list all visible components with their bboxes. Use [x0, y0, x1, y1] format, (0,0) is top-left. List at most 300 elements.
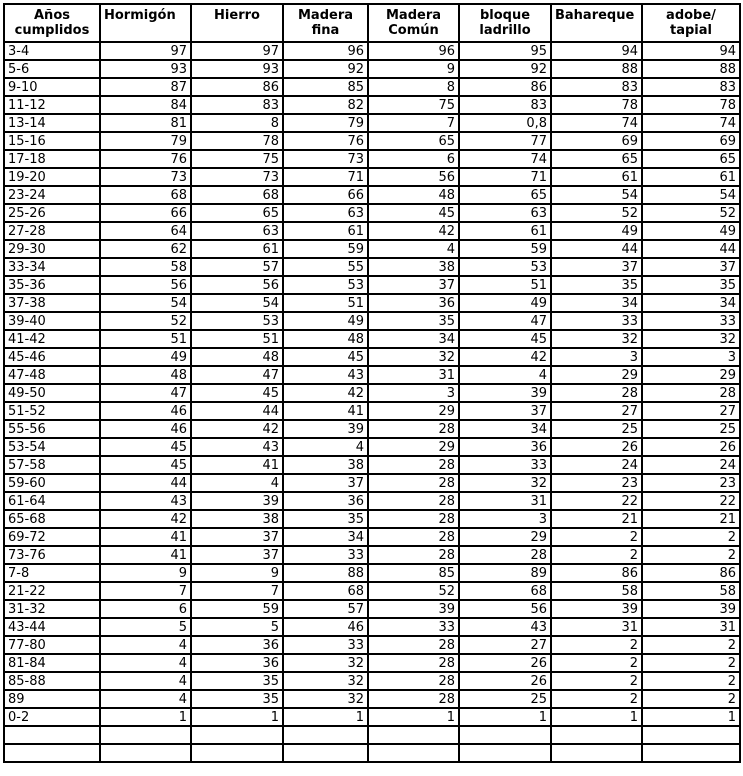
value-cell: 22	[551, 492, 642, 510]
value-cell: 54	[551, 186, 642, 204]
value-cell: 73	[191, 168, 283, 186]
table-row	[4, 438, 740, 456]
value-cell: 68	[459, 582, 551, 600]
value-cell: 71	[459, 168, 551, 186]
value-cell: 65	[191, 204, 283, 222]
value-cell: 36	[459, 438, 551, 456]
age-range-cell: 45-46	[4, 348, 100, 366]
value-cell: 28	[459, 546, 551, 564]
value-cell	[368, 726, 459, 744]
table-row	[4, 132, 740, 150]
value-cell: 65	[551, 150, 642, 168]
value-cell	[100, 744, 191, 762]
value-cell: 2	[642, 672, 740, 690]
value-cell: 3	[551, 348, 642, 366]
value-cell: 73	[100, 168, 191, 186]
value-cell: 86	[642, 564, 740, 582]
value-cell	[642, 726, 740, 744]
value-cell: 59	[459, 240, 551, 258]
value-cell: 84	[100, 96, 191, 114]
age-range-cell: 65-68	[4, 510, 100, 528]
value-cell: 52	[368, 582, 459, 600]
value-cell: 51	[283, 294, 368, 312]
value-cell: 32	[551, 330, 642, 348]
value-cell: 52	[642, 204, 740, 222]
value-cell: 63	[283, 204, 368, 222]
table-row	[4, 726, 740, 744]
value-cell: 65	[459, 186, 551, 204]
value-cell: 51	[459, 276, 551, 294]
header-cell-anos-cumplidos: Años cumplidos	[4, 4, 100, 42]
value-cell: 76	[283, 132, 368, 150]
value-cell: 53	[459, 258, 551, 276]
value-cell: 35	[191, 672, 283, 690]
age-range-cell: 31-32	[4, 600, 100, 618]
value-cell: 43	[191, 438, 283, 456]
value-cell: 74	[459, 150, 551, 168]
table-row	[4, 708, 740, 726]
value-cell: 37	[368, 276, 459, 294]
value-cell: 26	[459, 672, 551, 690]
value-cell: 32	[642, 330, 740, 348]
value-cell: 9	[100, 564, 191, 582]
table-row	[4, 564, 740, 582]
value-cell: 74	[551, 114, 642, 132]
age-range-cell: 33-34	[4, 258, 100, 276]
value-cell: 52	[100, 312, 191, 330]
age-range-cell: 55-56	[4, 420, 100, 438]
age-range-cell: 69-72	[4, 528, 100, 546]
value-cell: 88	[642, 60, 740, 78]
value-cell: 78	[642, 96, 740, 114]
value-cell	[191, 744, 283, 762]
table-row	[4, 510, 740, 528]
value-cell: 61	[459, 222, 551, 240]
value-cell: 34	[459, 420, 551, 438]
value-cell: 89	[459, 564, 551, 582]
value-cell: 82	[283, 96, 368, 114]
value-cell: 1	[191, 708, 283, 726]
value-cell: 36	[368, 294, 459, 312]
value-cell: 43	[459, 618, 551, 636]
age-range-cell: 25-26	[4, 204, 100, 222]
value-cell: 78	[191, 132, 283, 150]
table-row	[4, 384, 740, 402]
value-cell: 37	[459, 402, 551, 420]
value-cell: 33	[459, 456, 551, 474]
age-range-cell: 89	[4, 690, 100, 708]
table-row	[4, 582, 740, 600]
value-cell: 0,8	[459, 114, 551, 132]
value-cell: 36	[191, 636, 283, 654]
value-cell: 86	[191, 78, 283, 96]
age-range-cell: 7-8	[4, 564, 100, 582]
table-row	[4, 420, 740, 438]
depreciation-table	[3, 3, 741, 763]
value-cell: 3	[368, 384, 459, 402]
value-cell: 73	[283, 150, 368, 168]
value-cell: 79	[283, 114, 368, 132]
value-cell: 28	[368, 492, 459, 510]
value-cell: 61	[551, 168, 642, 186]
value-cell: 2	[551, 654, 642, 672]
age-range-cell: 29-30	[4, 240, 100, 258]
value-cell: 29	[642, 366, 740, 384]
value-cell: 75	[368, 96, 459, 114]
value-cell: 46	[100, 402, 191, 420]
value-cell: 36	[191, 654, 283, 672]
value-cell: 39	[368, 600, 459, 618]
value-cell: 28	[368, 636, 459, 654]
header-cell-hierro: Hierro	[191, 4, 283, 42]
age-range-cell	[4, 726, 100, 744]
table-row	[4, 456, 740, 474]
table-row	[4, 60, 740, 78]
value-cell: 36	[283, 492, 368, 510]
value-cell: 27	[551, 402, 642, 420]
value-cell: 54	[191, 294, 283, 312]
value-cell: 92	[283, 60, 368, 78]
value-cell: 9	[191, 564, 283, 582]
value-cell: 2	[551, 690, 642, 708]
value-cell: 5	[100, 618, 191, 636]
value-cell: 21	[551, 510, 642, 528]
value-cell: 49	[459, 294, 551, 312]
value-cell: 58	[100, 258, 191, 276]
value-cell: 68	[283, 582, 368, 600]
value-cell: 44	[100, 474, 191, 492]
value-cell: 78	[551, 96, 642, 114]
value-cell	[191, 726, 283, 744]
value-cell: 4	[283, 438, 368, 456]
table-row	[4, 600, 740, 618]
value-cell: 97	[191, 42, 283, 60]
value-cell: 25	[459, 690, 551, 708]
table-row	[4, 528, 740, 546]
value-cell: 58	[642, 582, 740, 600]
value-cell	[283, 726, 368, 744]
value-cell: 2	[642, 690, 740, 708]
value-cell: 35	[642, 276, 740, 294]
value-cell: 86	[551, 564, 642, 582]
value-cell	[283, 744, 368, 762]
value-cell: 71	[283, 168, 368, 186]
value-cell: 61	[283, 222, 368, 240]
age-range-cell: 27-28	[4, 222, 100, 240]
age-range-cell: 41-42	[4, 330, 100, 348]
value-cell: 53	[191, 312, 283, 330]
value-cell: 83	[551, 78, 642, 96]
value-cell: 43	[100, 492, 191, 510]
value-cell: 8	[191, 114, 283, 132]
age-range-cell: 5-6	[4, 60, 100, 78]
value-cell: 39	[191, 492, 283, 510]
value-cell: 54	[642, 186, 740, 204]
value-cell: 41	[283, 402, 368, 420]
value-cell: 49	[551, 222, 642, 240]
value-cell: 61	[191, 240, 283, 258]
value-cell: 51	[100, 330, 191, 348]
value-cell: 28	[368, 420, 459, 438]
value-cell: 7	[100, 582, 191, 600]
value-cell: 29	[368, 438, 459, 456]
value-cell: 4	[100, 690, 191, 708]
value-cell: 2	[551, 672, 642, 690]
value-cell: 28	[368, 654, 459, 672]
value-cell: 1	[283, 708, 368, 726]
value-cell: 56	[191, 276, 283, 294]
value-cell: 2	[642, 528, 740, 546]
value-cell: 28	[368, 690, 459, 708]
value-cell: 42	[100, 510, 191, 528]
value-cell: 57	[191, 258, 283, 276]
value-cell: 45	[191, 384, 283, 402]
value-cell: 35	[368, 312, 459, 330]
table-row	[4, 78, 740, 96]
value-cell: 48	[368, 186, 459, 204]
value-cell: 41	[191, 456, 283, 474]
value-cell: 55	[283, 258, 368, 276]
header-cell-bloque-ladrillo: bloque ladrillo	[459, 4, 551, 42]
value-cell: 38	[191, 510, 283, 528]
value-cell: 85	[368, 564, 459, 582]
table-row	[4, 366, 740, 384]
value-cell: 32	[283, 654, 368, 672]
header-cell-adobe-tapial: adobe/ tapial	[642, 4, 740, 42]
value-cell: 63	[191, 222, 283, 240]
age-range-cell: 59-60	[4, 474, 100, 492]
value-cell: 25	[642, 420, 740, 438]
value-cell: 45	[459, 330, 551, 348]
table-row	[4, 348, 740, 366]
value-cell: 93	[100, 60, 191, 78]
age-range-cell: 9-10	[4, 78, 100, 96]
value-cell: 66	[283, 186, 368, 204]
value-cell: 63	[459, 204, 551, 222]
value-cell	[100, 726, 191, 744]
value-cell: 6	[368, 150, 459, 168]
value-cell: 41	[100, 528, 191, 546]
value-cell: 75	[191, 150, 283, 168]
header-row	[4, 4, 740, 42]
value-cell: 24	[551, 456, 642, 474]
age-range-cell: 0-2	[4, 708, 100, 726]
value-cell: 81	[100, 114, 191, 132]
value-cell: 33	[642, 312, 740, 330]
value-cell: 35	[283, 510, 368, 528]
value-cell: 95	[459, 42, 551, 60]
value-cell: 39	[551, 600, 642, 618]
value-cell: 52	[551, 204, 642, 222]
value-cell: 54	[100, 294, 191, 312]
value-cell: 68	[191, 186, 283, 204]
value-cell: 4	[100, 672, 191, 690]
table-row	[4, 546, 740, 564]
age-range-cell: 51-52	[4, 402, 100, 420]
value-cell: 37	[642, 258, 740, 276]
value-cell: 32	[368, 348, 459, 366]
table-header	[4, 4, 740, 42]
age-range-cell: 3-4	[4, 42, 100, 60]
value-cell: 53	[283, 276, 368, 294]
age-range-cell: 39-40	[4, 312, 100, 330]
value-cell: 8	[368, 78, 459, 96]
value-cell: 44	[551, 240, 642, 258]
table-row	[4, 618, 740, 636]
value-cell: 35	[191, 690, 283, 708]
value-cell: 46	[100, 420, 191, 438]
header-cell-madera-comun: Madera Común	[368, 4, 459, 42]
value-cell: 7	[191, 582, 283, 600]
value-cell: 66	[100, 204, 191, 222]
value-cell: 49	[283, 312, 368, 330]
header-cell-hormigon: Hormigón	[100, 4, 191, 42]
value-cell: 33	[551, 312, 642, 330]
value-cell: 94	[551, 42, 642, 60]
value-cell: 31	[459, 492, 551, 510]
value-cell: 65	[642, 150, 740, 168]
value-cell: 94	[642, 42, 740, 60]
value-cell: 64	[100, 222, 191, 240]
table-row	[4, 96, 740, 114]
table-row	[4, 276, 740, 294]
table-row	[4, 672, 740, 690]
value-cell	[368, 744, 459, 762]
value-cell: 69	[551, 132, 642, 150]
value-cell: 23	[642, 474, 740, 492]
table-row	[4, 240, 740, 258]
value-cell: 42	[368, 222, 459, 240]
value-cell: 28	[642, 384, 740, 402]
value-cell: 29	[459, 528, 551, 546]
value-cell: 85	[283, 78, 368, 96]
value-cell: 48	[283, 330, 368, 348]
value-cell	[551, 726, 642, 744]
table-row	[4, 654, 740, 672]
value-cell: 2	[642, 636, 740, 654]
table-row	[4, 222, 740, 240]
value-cell: 58	[551, 582, 642, 600]
value-cell: 93	[191, 60, 283, 78]
value-cell: 29	[551, 366, 642, 384]
value-cell: 2	[642, 654, 740, 672]
value-cell: 39	[283, 420, 368, 438]
age-range-cell	[4, 744, 100, 762]
value-cell: 37	[551, 258, 642, 276]
table-row	[4, 636, 740, 654]
age-range-cell: 17-18	[4, 150, 100, 168]
value-cell: 28	[368, 474, 459, 492]
value-cell: 4	[459, 366, 551, 384]
value-cell: 59	[283, 240, 368, 258]
value-cell: 31	[368, 366, 459, 384]
table-row	[4, 492, 740, 510]
age-range-cell: 85-88	[4, 672, 100, 690]
value-cell: 34	[642, 294, 740, 312]
value-cell: 87	[100, 78, 191, 96]
value-cell: 56	[100, 276, 191, 294]
value-cell: 32	[283, 672, 368, 690]
value-cell: 5	[191, 618, 283, 636]
value-cell: 83	[191, 96, 283, 114]
age-range-cell: 23-24	[4, 186, 100, 204]
value-cell: 28	[551, 384, 642, 402]
value-cell: 56	[368, 168, 459, 186]
value-cell: 31	[551, 618, 642, 636]
table-row	[4, 42, 740, 60]
age-range-cell: 57-58	[4, 456, 100, 474]
table-row	[4, 168, 740, 186]
table-row	[4, 690, 740, 708]
value-cell: 92	[459, 60, 551, 78]
value-cell: 37	[191, 528, 283, 546]
age-range-cell: 47-48	[4, 366, 100, 384]
value-cell: 62	[100, 240, 191, 258]
value-cell: 28	[368, 528, 459, 546]
age-range-cell: 53-54	[4, 438, 100, 456]
value-cell: 77	[459, 132, 551, 150]
age-range-cell: 13-14	[4, 114, 100, 132]
table-row	[4, 114, 740, 132]
value-cell: 46	[283, 618, 368, 636]
value-cell: 56	[459, 600, 551, 618]
value-cell	[459, 744, 551, 762]
value-cell	[642, 744, 740, 762]
value-cell: 49	[100, 348, 191, 366]
value-cell: 86	[459, 78, 551, 96]
age-range-cell: 37-38	[4, 294, 100, 312]
table-row	[4, 744, 740, 762]
value-cell: 2	[551, 546, 642, 564]
table-body	[4, 42, 740, 762]
value-cell: 47	[191, 366, 283, 384]
value-cell: 96	[368, 42, 459, 60]
value-cell: 97	[100, 42, 191, 60]
table-row	[4, 204, 740, 222]
value-cell: 26	[551, 438, 642, 456]
value-cell: 22	[642, 492, 740, 510]
value-cell: 1	[642, 708, 740, 726]
value-cell: 44	[642, 240, 740, 258]
value-cell: 7	[368, 114, 459, 132]
value-cell: 25	[551, 420, 642, 438]
value-cell: 26	[459, 654, 551, 672]
value-cell: 23	[551, 474, 642, 492]
value-cell: 9	[368, 60, 459, 78]
value-cell: 28	[368, 456, 459, 474]
value-cell: 47	[459, 312, 551, 330]
value-cell: 51	[191, 330, 283, 348]
value-cell: 33	[283, 546, 368, 564]
value-cell: 34	[283, 528, 368, 546]
value-cell: 88	[283, 564, 368, 582]
table-row	[4, 330, 740, 348]
table-row	[4, 150, 740, 168]
value-cell: 49	[642, 222, 740, 240]
value-cell: 45	[100, 438, 191, 456]
value-cell: 57	[283, 600, 368, 618]
value-cell	[551, 744, 642, 762]
table-row	[4, 312, 740, 330]
value-cell: 61	[642, 168, 740, 186]
value-cell: 27	[642, 402, 740, 420]
value-cell: 59	[191, 600, 283, 618]
table-row	[4, 474, 740, 492]
value-cell: 1	[459, 708, 551, 726]
age-range-cell: 35-36	[4, 276, 100, 294]
age-range-cell: 43-44	[4, 618, 100, 636]
value-cell: 68	[100, 186, 191, 204]
